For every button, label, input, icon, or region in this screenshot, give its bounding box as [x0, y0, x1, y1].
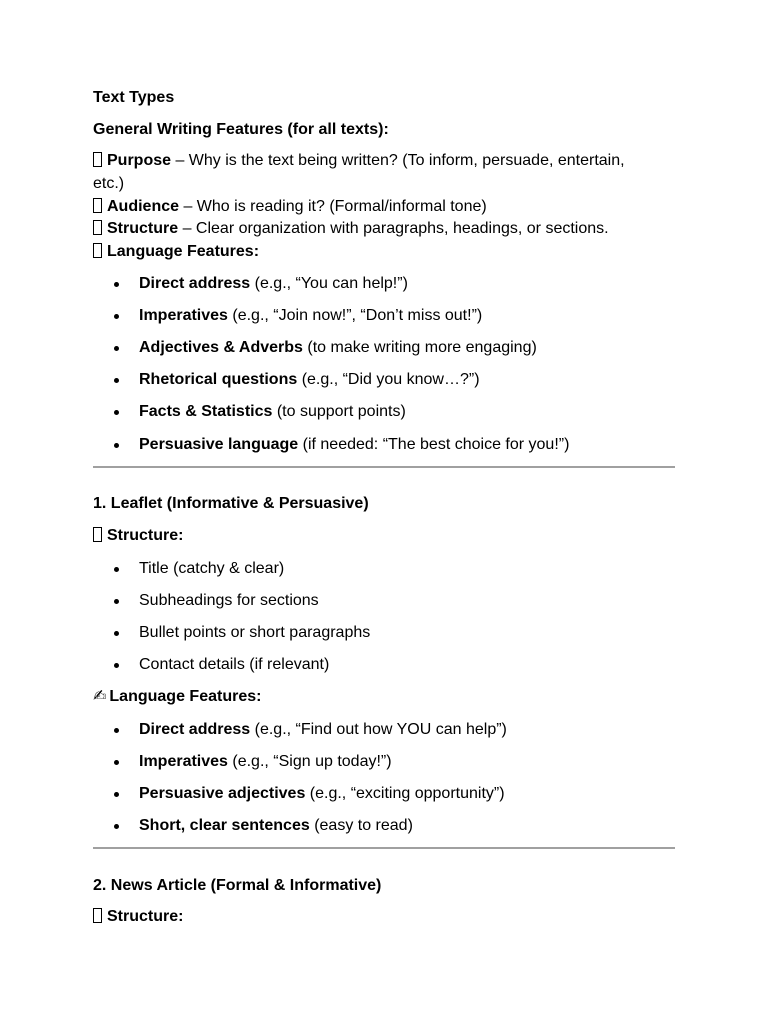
list-item-text: Title (catchy & clear) [139, 560, 285, 577]
list-item-text: Bullet points or short paragraphs [139, 624, 371, 641]
checkbox-icon [93, 243, 102, 258]
structure-line [93, 218, 675, 240]
bullet-icon [114, 728, 119, 733]
list-item-term: Direct address [139, 275, 251, 292]
list-item-text: (e.g., “You can help!”) [250, 275, 408, 292]
leaflet-heading: 1. Leaflet (Informative & Persuasive) [93, 495, 369, 512]
bullet-icon [114, 599, 119, 604]
bullet-icon [114, 824, 119, 829]
list-item-text: Subheadings for sections [139, 592, 319, 609]
checkbox-icon [93, 527, 102, 542]
news-article-heading: 2. News Article (Formal & Informative) [93, 877, 382, 894]
leaflet-structure-line [93, 525, 675, 547]
bullet-icon [114, 760, 119, 765]
list-item-term: Facts & Statistics [139, 403, 273, 420]
list-item-text: (e.g., “Join now!”, “Don’t miss out!”) [227, 307, 483, 324]
list-item [139, 654, 329, 676]
list-item-text: (e.g., “Find out how YOU can help”) [250, 721, 507, 738]
list-item [139, 434, 569, 456]
list-item [139, 719, 507, 741]
list-item-term: Direct address [139, 721, 251, 738]
list-item [139, 622, 370, 644]
purpose-text: – Why is the text being written? (To inform, persuade, entertain, [171, 152, 625, 169]
checkbox-icon [93, 152, 102, 167]
section-divider [93, 466, 675, 468]
purpose-continuation: etc.) [93, 175, 125, 192]
leaflet-language-line [93, 686, 675, 708]
bullet-icon [114, 792, 119, 797]
list-item-term: Persuasive language [139, 436, 299, 453]
structure-label: Structure [107, 220, 179, 237]
checkbox-icon [93, 198, 102, 213]
list-item-text: (easy to read) [309, 817, 413, 834]
bullet-icon [114, 346, 119, 351]
leaflet-language-label: Language Features: [109, 688, 262, 705]
list-item [139, 783, 505, 805]
leaflet-structure-label: Structure: [107, 527, 184, 544]
list-item [139, 558, 284, 580]
audience-text: – Who is reading it? (Formal/informal tone) [179, 198, 487, 215]
section-divider [93, 847, 675, 849]
language-features-line [93, 241, 675, 263]
checkbox-icon [93, 908, 102, 923]
list-item [139, 337, 537, 359]
list-item-term: Persuasive adjectives [139, 785, 306, 802]
bullet-icon [114, 282, 119, 287]
list-item-term: Rhetorical questions [139, 371, 298, 388]
news-structure-label: Structure: [107, 908, 184, 925]
list-item [139, 590, 319, 612]
audience-label: Audience [107, 198, 180, 215]
general-features-heading: General Writing Features (for all texts): [93, 121, 389, 138]
structure-text: – Clear organization with paragraphs, headings, or sections. [178, 220, 609, 237]
bullet-icon [114, 378, 119, 383]
list-item-term: Imperatives [139, 753, 228, 770]
list-item-text: (e.g., “exciting opportunity”) [305, 785, 505, 802]
list-item-text: (if needed: “The best choice for you!”) [298, 436, 570, 453]
list-item-text: (e.g., “Sign up today!”) [227, 753, 392, 770]
list-item-text: (e.g., “Did you know…?”) [297, 371, 480, 388]
news-structure-line [93, 906, 675, 928]
bullet-icon [114, 567, 119, 572]
list-item [139, 305, 482, 327]
list-item [139, 815, 413, 837]
list-item-term: Adjectives & Adverbs [139, 339, 303, 356]
list-item-term: Short, clear sentences [139, 817, 310, 834]
list-item-text: Contact details (if relevant) [139, 656, 330, 673]
document-title: Text Types [93, 89, 175, 106]
audience-line [93, 196, 675, 218]
list-item [139, 369, 480, 391]
bullet-icon [114, 410, 119, 415]
checkbox-icon [93, 220, 102, 235]
writing-hand-icon: ✍ [93, 688, 107, 705]
bullet-icon [114, 443, 119, 448]
list-item [139, 751, 392, 773]
bullet-icon [114, 314, 119, 319]
purpose-line [93, 150, 675, 172]
list-item [139, 273, 408, 295]
list-item-text: (to make writing more engaging) [302, 339, 537, 356]
language-features-label: Language Features: [107, 243, 260, 260]
list-item-term: Imperatives [139, 307, 228, 324]
purpose-label: Purpose [107, 152, 172, 169]
list-item [139, 401, 406, 423]
bullet-icon [114, 631, 119, 636]
bullet-icon [114, 663, 119, 668]
list-item-text: (to support points) [272, 403, 406, 420]
